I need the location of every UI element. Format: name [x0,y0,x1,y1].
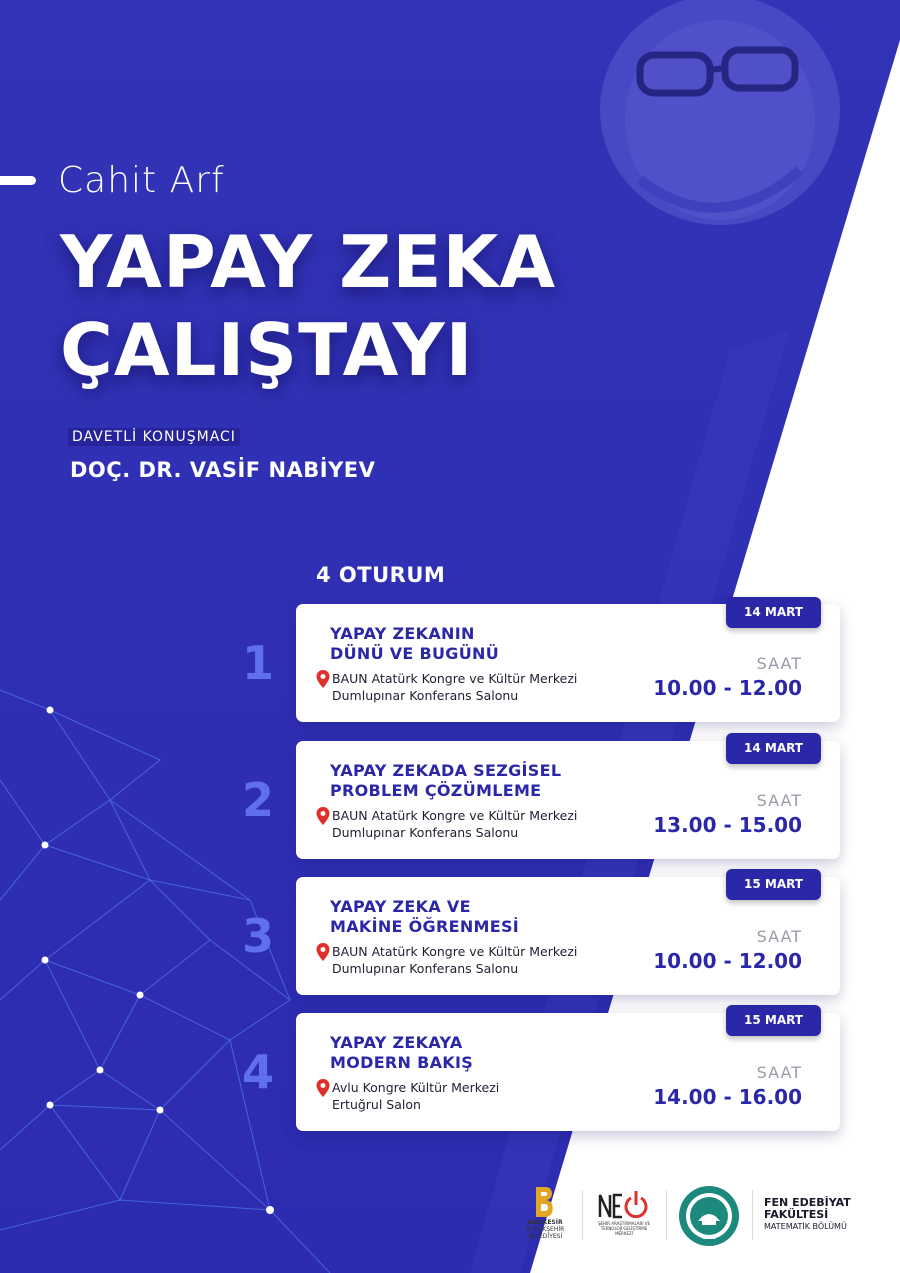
session-title-line-2: MAKİNE ÖĞRENMESİ [330,917,520,936]
session-number: 4 [241,1045,274,1099]
session-title-line-1: YAPAY ZEKADA SEZGİSEL [330,761,562,780]
faculty-line-1: FEN EDEBİYAT [764,1196,851,1209]
faculty-logo [764,1197,851,1233]
guest-label: DAVETLİ KONUŞMACI [68,428,240,446]
venue-line-1: Avlu Kongre Kültür Merkezi [332,1080,500,1095]
session-number: 3 [241,909,274,963]
logo-divider [752,1190,753,1240]
faculty-line-2: FAKÜLTESİ [764,1208,829,1221]
time-label: SAAT [756,927,802,946]
venue-line-2: Dumlupınar Konferans Salonu [332,961,519,976]
session-title-line-2: MODERN BAKIŞ [330,1053,474,1072]
session-title-line-1: YAPAY ZEKAYA [330,1033,463,1052]
balikesir-line-3: BELEDİYESİ [527,1233,563,1240]
session-time: 10.00 - 12.00 [653,676,802,700]
session-title [330,1033,660,1073]
location-pin-icon [316,1079,330,1097]
neo-power-icon [594,1187,654,1221]
neo-center-logo [592,1187,656,1236]
balikesir-line-2: BÜYÜKŞEHİR [525,1226,565,1233]
date-badge: 14 MART [726,597,821,628]
venue-line-2: Dumlupınar Konferans Salonu [332,825,519,840]
date-badge: 14 MART [726,733,821,764]
university-year: 1992 [702,1235,716,1241]
venue-line-1: BAUN Atatürk Kongre ve Kültür Merkezi [332,671,578,686]
location-pin-icon [316,943,330,961]
venue-line-1: BAUN Atatürk Kongre ve Kültür Merkezi [332,808,578,823]
session-venue [332,943,577,977]
session-number: 1 [241,636,274,690]
logo-divider [666,1190,667,1240]
logo-divider [582,1190,583,1240]
session-venue [332,1079,499,1113]
time-label: SAAT [756,791,802,810]
sessions-heading: 4 OTURUM [316,563,446,587]
title-line-2: ÇALIŞTAYI [60,308,474,392]
session-title [330,897,660,937]
session-time: 10.00 - 12.00 [653,949,802,973]
faculty-line-3: MATEMATİK BÖLÜMÜ [764,1222,847,1231]
session-title-line-2: PROBLEM ÇÖZÜMLEME [330,781,542,800]
accent-bar [0,176,36,185]
venue-line-1: BAUN Atatürk Kongre ve Kültür Merkezi [332,944,578,959]
university-seal-logo [678,1185,740,1247]
session-title-line-2: DÜNÜ VE BUGÜNÜ [330,644,500,663]
date-badge: 15 MART [726,869,821,900]
session-time: 14.00 - 16.00 [653,1085,802,1109]
neo-line-1: ŞEHİR ARAŞTIRMALARI VE [597,1221,651,1226]
title-line-1: YAPAY ZEKA [60,220,557,304]
session-title [330,624,660,664]
neo-line-2: TEKNOLOJİ GELİŞTİRME MERKEZİ [600,1226,648,1236]
session-title-line-1: YAPAY ZEKANIN [330,624,475,643]
session-time: 13.00 - 15.00 [653,813,802,837]
location-pin-icon [316,670,330,688]
date-badge: 15 MART [726,1005,821,1036]
balikesir-line-1: BALIKESİR [527,1219,563,1226]
sponsor-logos [520,1185,860,1250]
venue-line-2: Ertuğrul Salon [332,1097,421,1112]
time-label: SAAT [756,654,802,673]
session-title-line-1: YAPAY ZEKA VE [330,897,471,916]
location-pin-icon [316,807,330,825]
balikesir-municipality-logo [520,1185,570,1240]
time-label: SAAT [756,1063,802,1082]
session-title [330,761,660,801]
session-number: 2 [241,773,274,827]
venue-line-2: Dumlupınar Konferans Salonu [332,688,519,703]
balikesir-b-icon [532,1185,558,1219]
guest-name: DOÇ. DR. VASİF NABİYEV [70,458,376,482]
subtitle: Cahit Arf [58,160,225,201]
session-venue [332,807,577,841]
session-venue [332,670,577,704]
portrait-illustration [600,0,840,225]
